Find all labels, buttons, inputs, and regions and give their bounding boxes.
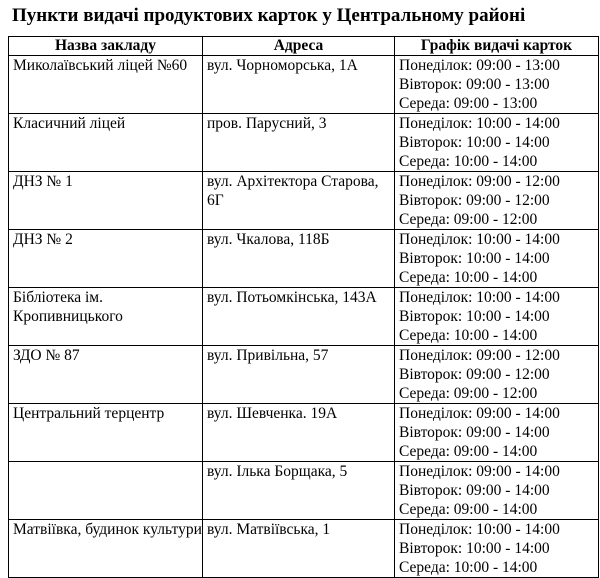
cell-name: Матвіївка, будинок культури: [9, 520, 203, 578]
cell-schedule: [395, 114, 599, 172]
cell-name: ДНЗ № 2: [9, 230, 203, 288]
cell-address: вул. Чкалова, 118Б: [203, 230, 395, 288]
schedule-line: Вівторок: 10:00 - 14:00: [399, 540, 550, 557]
schedule-line: Понеділок: 10:00 - 14:00: [399, 521, 560, 538]
schedule-line: Понеділок: 09:00 - 12:00: [399, 347, 560, 364]
cell-schedule: [395, 230, 599, 288]
distribution-points-table: [8, 36, 599, 578]
schedule-line: Понеділок: 10:00 - 14:00: [399, 115, 560, 132]
schedule-line: Вівторок: 10:00 - 14:00: [399, 250, 550, 267]
header-address: Адреса: [203, 37, 395, 56]
table-row: [9, 114, 599, 172]
cell-schedule: [395, 346, 599, 404]
table-row: [9, 346, 599, 404]
schedule-line: Середа: 09:00 - 12:00: [399, 211, 538, 228]
schedule-line: Понеділок: 10:00 - 14:00: [399, 289, 560, 306]
cell-address: вул. Чорноморська, 1А: [203, 56, 395, 114]
table-row: [9, 288, 599, 346]
cell-schedule: [395, 288, 599, 346]
page-title: Пункти видачі продуктових карток у Центральному районі: [12, 5, 526, 26]
cell-address: вул. Привільна, 57: [203, 346, 395, 404]
cell-name: Центральний терцентр: [9, 404, 203, 462]
cell-name: Класичний ліцей: [9, 114, 203, 172]
cell-name: [9, 462, 203, 520]
schedule-line: Середа: 10:00 - 14:00: [399, 559, 538, 576]
table-row: [9, 172, 599, 230]
schedule-line: Вівторок: 10:00 - 14:00: [399, 134, 550, 151]
cell-address: вул. Ілька Борщака, 5: [203, 462, 395, 520]
schedule-line: Середа: 10:00 - 14:00: [399, 153, 538, 170]
cell-name: ДНЗ № 1: [9, 172, 203, 230]
schedule-line: Понеділок: 09:00 - 14:00: [399, 405, 560, 422]
schedule-line: Вівторок: 09:00 - 13:00: [399, 76, 550, 93]
cell-schedule: [395, 462, 599, 520]
schedule-line: Вівторок: 09:00 - 12:00: [399, 192, 550, 209]
schedule-line: Понеділок: 09:00 - 14:00: [399, 463, 560, 480]
table-body: [9, 56, 599, 578]
table-header-row: [9, 37, 599, 56]
schedule-line: Понеділок: 10:00 - 14:00: [399, 231, 560, 248]
schedule-line: Середа: 09:00 - 14:00: [399, 501, 538, 518]
schedule-line: Середа: 09:00 - 14:00: [399, 443, 538, 460]
schedule-line: Середа: 10:00 - 14:00: [399, 269, 538, 286]
cell-address: вул. Шевченка. 19А: [203, 404, 395, 462]
schedule-line: Середа: 09:00 - 13:00: [399, 95, 538, 112]
cell-address: вул. Потьомкінська, 143А: [203, 288, 395, 346]
table-row: [9, 462, 599, 520]
schedule-line: Вівторок: 09:00 - 14:00: [399, 424, 550, 441]
schedule-line: Понеділок: 09:00 - 12:00: [399, 173, 560, 190]
schedule-line: Середа: 09:00 - 12:00: [399, 385, 538, 402]
cell-address: пров. Парусний, 3: [203, 114, 395, 172]
table-row: [9, 404, 599, 462]
table-row: [9, 230, 599, 288]
schedule-line: Середа: 10:00 - 14:00: [399, 327, 538, 344]
cell-schedule: [395, 172, 599, 230]
cell-address: вул. Матвіївська, 1: [203, 520, 395, 578]
cell-schedule: [395, 520, 599, 578]
header-schedule: Графік видачі карток: [395, 37, 599, 56]
header-name: Назва закладу: [9, 37, 203, 56]
cell-name: ЗДО № 87: [9, 346, 203, 404]
cell-address: вул. Архітектора Старова, 6Г: [203, 172, 395, 230]
cell-schedule: [395, 56, 599, 114]
cell-name: Бібліотека ім. Кропивницького: [9, 288, 203, 346]
table-row: [9, 56, 599, 114]
cell-schedule: [395, 404, 599, 462]
schedule-line: Вівторок: 09:00 - 12:00: [399, 366, 550, 383]
schedule-line: Вівторок: 10:00 - 14:00: [399, 308, 550, 325]
table-row: [9, 520, 599, 578]
schedule-line: Понеділок: 09:00 - 13:00: [399, 57, 560, 74]
cell-name: Миколаївський ліцей №60: [9, 56, 203, 114]
schedule-line: Вівторок: 09:00 - 14:00: [399, 482, 550, 499]
